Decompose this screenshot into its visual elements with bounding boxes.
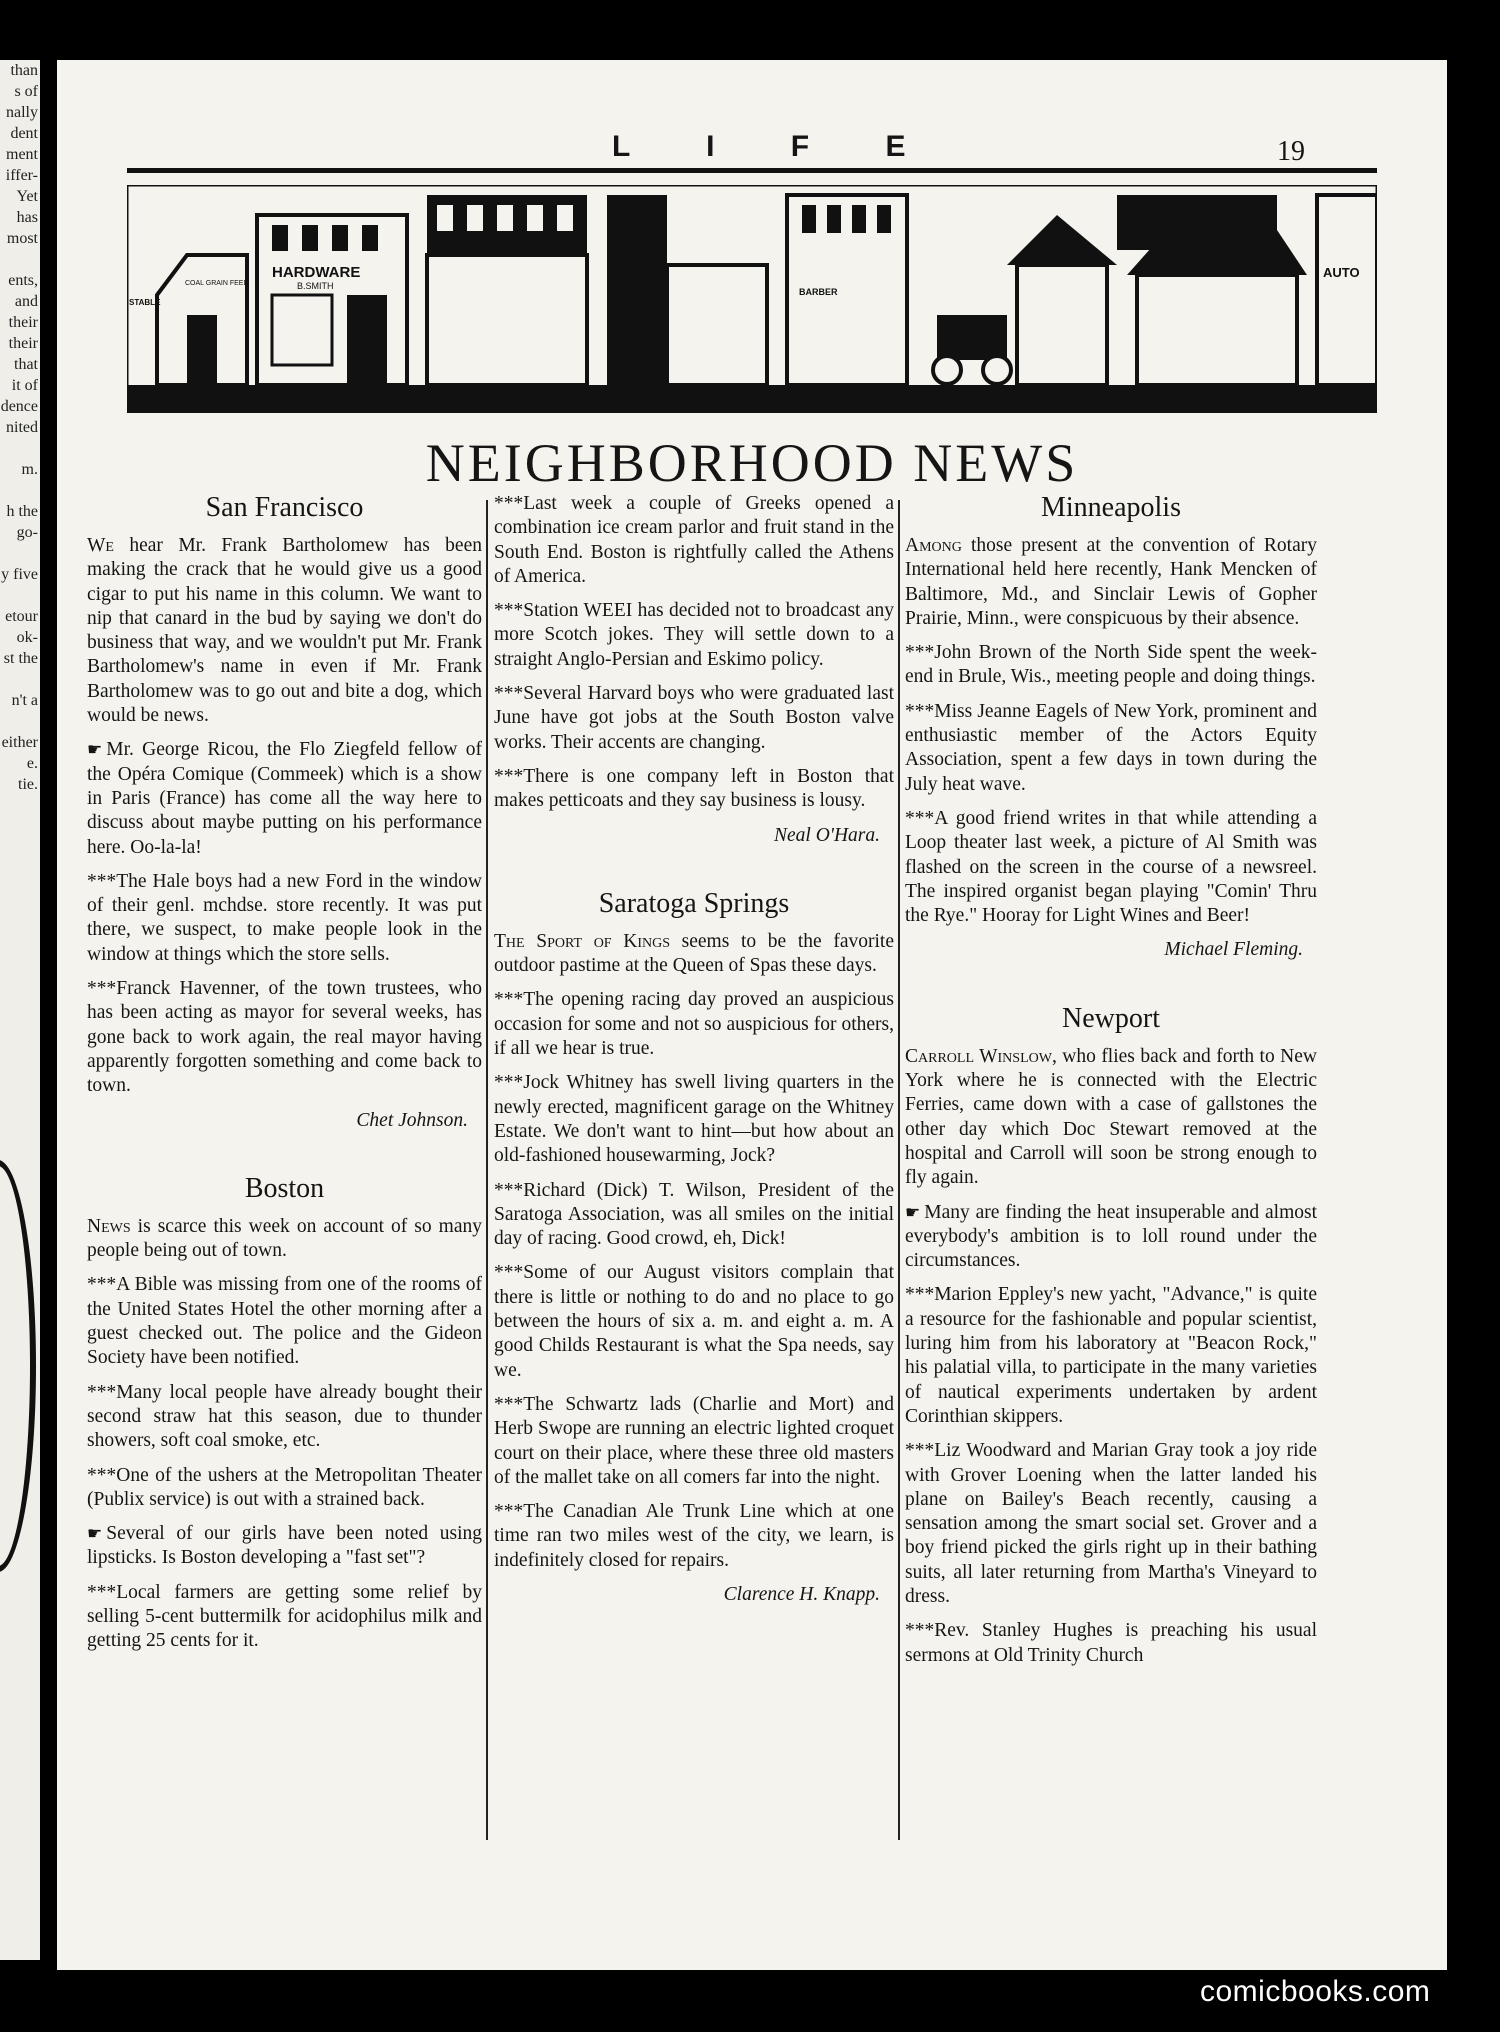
news-item bbox=[87, 1522, 482, 1571]
pointing-hand-icon: ☛ bbox=[87, 740, 103, 760]
news-item bbox=[87, 977, 482, 1098]
news-column-2 bbox=[494, 492, 894, 1892]
pointing-hand-icon: ☛ bbox=[87, 1524, 103, 1544]
item-text: Many are finding the heat insuperable and almost everybody's ambition is to loll round under the circumstances. bbox=[905, 1201, 1317, 1272]
news-section bbox=[905, 1003, 1317, 1668]
adjacent-page-fragment: ment bbox=[6, 146, 38, 163]
news-column-1 bbox=[87, 492, 482, 1892]
adjacent-page-fragment: iffer- bbox=[5, 167, 38, 184]
adjacent-page-fragment: h the bbox=[6, 503, 38, 520]
item-lead-in: Carroll Winslow, bbox=[905, 1045, 1057, 1067]
news-item bbox=[905, 807, 1317, 928]
news-section bbox=[905, 492, 1317, 963]
adjacent-page-fragment: either bbox=[1, 734, 38, 751]
adjacent-page-fragment bbox=[0, 543, 38, 564]
adjacent-page-fragment: dent bbox=[10, 125, 38, 142]
adjacent-page-fragment: e. bbox=[26, 755, 38, 772]
item-text: ***A good friend writes in that while attending a Loop theater last week, a picture of Al Smith was flashed on the screen in the course of a newsreel. The inspired organist began playing "Comin' Thru the Rye." Hooray for Light Wines and Beer! bbox=[905, 807, 1317, 927]
city-heading: Newport bbox=[1062, 1002, 1160, 1034]
news-item bbox=[905, 534, 1317, 631]
adjacent-page-fragment: their bbox=[8, 314, 38, 331]
news-section bbox=[494, 492, 894, 848]
column-divider bbox=[898, 500, 900, 1840]
item-text: Mr. George Ricou, the Flo Ziegfeld fellow of the Opéra Comique (Commeek) which is a show in Paris (France) has come all the way here to discuss about maybe putting on his performance here. Oo-la-la! bbox=[87, 739, 482, 858]
news-item bbox=[87, 1581, 482, 1654]
adjacent-page-fragment: st the bbox=[3, 650, 38, 667]
item-text: Several of our girls have been noted using lipsticks. Is Boston developing a "fast set"? bbox=[87, 1523, 482, 1569]
item-lead-in: News bbox=[87, 1215, 131, 1237]
adjacent-page-fragment: most bbox=[6, 230, 38, 247]
news-item bbox=[905, 1619, 1317, 1668]
news-item bbox=[87, 870, 482, 967]
city-heading: Saratoga Springs bbox=[598, 887, 790, 919]
adjacent-page-fragment: Yet bbox=[16, 188, 38, 205]
news-item bbox=[87, 534, 482, 728]
adjacent-page-fragment bbox=[0, 249, 38, 270]
item-text: ***Last week a couple of Greeks opened a combination ice cream parlor and fruit stand in the South End. Boston is rightfully called the Athens of America. bbox=[494, 493, 894, 587]
news-item bbox=[87, 738, 482, 859]
adjacent-page-fragment: and bbox=[14, 293, 38, 310]
news-item bbox=[87, 1273, 482, 1370]
news-item bbox=[494, 765, 894, 814]
adjacent-page-text bbox=[0, 60, 40, 795]
news-item bbox=[494, 1500, 894, 1573]
item-text: ***Station WEEI has decided not to broadcast any more Scotch jokes. They will settle down to a straight Anglo-Persian and Eskimo policy. bbox=[494, 600, 894, 670]
news-section bbox=[87, 492, 482, 1133]
news-item bbox=[87, 1381, 482, 1454]
item-text: ***Franck Havenner, of the town trustees, who has been acting as mayor for several weeks, has gone back to work again, the real mayor having apparently forgotten something and come back to town. bbox=[87, 978, 482, 1097]
adjacent-page-fragment: that bbox=[14, 356, 38, 373]
news-item bbox=[494, 682, 894, 755]
adjacent-page-fragment bbox=[0, 711, 38, 732]
watermark-text: comicbooks.com bbox=[1200, 1975, 1431, 2008]
item-text: ***The Hale boys had a new Ford in the window of their genl. mchdse. store recently. It was put there, we suspect, to make people look in the window at things which the store sells. bbox=[87, 870, 482, 965]
adjacent-page-fragment: nited bbox=[6, 419, 38, 436]
city-heading: Boston bbox=[244, 1172, 325, 1204]
magazine-page bbox=[57, 60, 1447, 1970]
news-item bbox=[905, 1201, 1317, 1274]
item-text: ***Many local people have already bought their second straw hat this season, due to thunder showers, soft coal smoke, etc. bbox=[87, 1381, 482, 1452]
item-text: ***A Bible was missing from one of the rooms of the United States Hotel the other morning after a guest checked out. The police and the Gideon Society have been notified. bbox=[87, 1274, 482, 1369]
barber-sign: BARBER bbox=[799, 287, 838, 297]
item-text: ***Richard (Dick) T. Wilson, President of the Saratoga Association, was all smiles on the initial day of racing. Good crowd, eh, Dick! bbox=[494, 1179, 894, 1250]
item-text: ***The opening racing day proved an auspicious occasion for some and not so auspicious for others, if all we hear is true. bbox=[494, 989, 894, 1060]
correspondent-signature: Neal O'Hara. bbox=[773, 824, 880, 846]
item-text: ***The Schwartz lads (Charlie and Mort) and Herb Swope are running an electric lighted croquet court on their place, where these three old masters of the mallet take on all comers far into the night. bbox=[494, 1393, 894, 1488]
adjacent-page-fragment: nally bbox=[6, 104, 38, 121]
news-item bbox=[905, 700, 1317, 797]
adjacent-page-fragment: y five bbox=[1, 566, 38, 583]
item-text: ***Some of our August visitors complain that there is little or nothing to do and no place to go between the hours of six a. m. and eight a. m. A good Childs Restaurant is what the Spa needs, say we. bbox=[494, 1262, 894, 1381]
running-head bbox=[57, 130, 1317, 170]
adjacent-page-fragment: their bbox=[8, 335, 38, 352]
item-text: ***John Brown of the North Side spent the week-end in Brule, Wis., meeting people and doing things. bbox=[905, 642, 1317, 688]
feed-store-sign: COAL GRAIN FEED bbox=[185, 280, 249, 287]
city-heading: Minneapolis bbox=[1041, 492, 1181, 523]
item-text: ***Jock Whitney has swell living quarters in the newly erected, magnificent garage on the Whitney Estate. We don't want to hint—but how about an old-fashioned housewarming, Jock? bbox=[494, 1072, 894, 1167]
correspondent-signature: Michael Fleming. bbox=[1164, 939, 1303, 961]
news-item bbox=[494, 988, 894, 1061]
news-item bbox=[905, 1283, 1317, 1429]
adjacent-page-fragment: s of bbox=[14, 83, 38, 100]
correspondent-signature: Clarence H. Knapp. bbox=[723, 1583, 880, 1605]
adjacent-page-fragment: etour bbox=[5, 608, 38, 625]
news-section bbox=[494, 888, 894, 1607]
news-item bbox=[905, 641, 1317, 690]
news-item bbox=[494, 1393, 894, 1490]
adjacent-page-fragment: ents, bbox=[8, 272, 38, 289]
item-lead-in: Among bbox=[905, 535, 962, 556]
item-text: is scarce this week on account of so many people being out of town. bbox=[87, 1215, 482, 1262]
adjacent-page-fragment: has bbox=[16, 209, 38, 226]
hardware-sign: HARDWARE bbox=[272, 264, 361, 281]
item-text: ***Marion Eppley's new yacht, "Advance," is quite a resource for the fashionable and popular scientist, luring him from his laboratory at "Beacon Rock," his palatial villa, to participate in the many varieties of nautical experiments undertaken by ardent Corinthian skippers. bbox=[905, 1284, 1317, 1427]
adjacent-page-fragment bbox=[0, 585, 38, 606]
adjacent-page-fragment: n't a bbox=[11, 692, 38, 709]
town-street-drawing bbox=[127, 185, 1377, 413]
item-text: seems to be the favorite outdoor pastime at the Queen of Spas these days. bbox=[494, 930, 894, 977]
news-item bbox=[494, 1261, 894, 1382]
adjacent-page-swash bbox=[0, 1160, 36, 1572]
news-item bbox=[494, 492, 894, 589]
news-column-3 bbox=[905, 492, 1317, 1892]
news-item bbox=[87, 1464, 482, 1513]
page-number: 19 bbox=[1277, 136, 1305, 167]
correspondent-signature: Chet Johnson. bbox=[356, 1109, 468, 1131]
news-item bbox=[905, 1045, 1317, 1191]
item-text: ***One of the ushers at the Metropolitan Theater (Publix service) is out with a strained back. bbox=[87, 1464, 482, 1510]
news-item bbox=[494, 930, 894, 979]
adjacent-page-fragment: than bbox=[10, 62, 38, 79]
adjacent-page-fragment bbox=[0, 480, 38, 501]
adjacent-page-fragment: m. bbox=[21, 461, 38, 478]
auto-sign: AUTO bbox=[1323, 265, 1360, 280]
adjacent-page-fragment bbox=[0, 438, 38, 459]
item-text: ***Miss Jeanne Eagels of New York, prominent and enthusiastic member of the Actors Equity Association, spent a few days in town during the July heat wave. bbox=[905, 700, 1317, 795]
masthead: L I F E bbox=[612, 130, 940, 163]
news-item bbox=[905, 1439, 1317, 1609]
pointing-hand-icon: ☛ bbox=[905, 1202, 921, 1222]
city-heading: San Francisco bbox=[205, 492, 364, 523]
news-item bbox=[87, 1215, 482, 1264]
adjacent-page-edge bbox=[0, 60, 40, 1960]
street-illustration bbox=[127, 185, 1377, 413]
stable-sign: STABLE bbox=[129, 298, 161, 307]
adjacent-page-fragment: tie. bbox=[18, 776, 38, 793]
item-text: hear Mr. Frank Bartholomew has been making the crack that he would give us a good cigar to put his name in this column. We want to nip that canard in the bud by saying we don't do business that way, and we wouldn't put Mr. Frank Bartholomew's name in even if Mr. Frank Bartholomew was to go out and bite a dog, which would be news. bbox=[87, 535, 482, 727]
page-title: NEIGHBORHOOD NEWS bbox=[425, 433, 1079, 493]
news-section bbox=[87, 1173, 482, 1654]
item-text: those present at the convention of Rotary International held here recently, Hank Mencken of Baltimore, Md., and Sinclair Lewis of Gopher Prairie, Minn., were conspicuous by their absence. bbox=[905, 535, 1317, 629]
adjacent-page-fragment: go- bbox=[16, 524, 38, 541]
item-text: ***There is one company left in Boston that makes petticoats and they say business is lousy. bbox=[494, 765, 894, 812]
item-text: ***Rev. Stanley Hughes is preaching his usual sermons at Old Trinity Church bbox=[905, 1620, 1317, 1666]
adjacent-page-fragment bbox=[0, 669, 38, 690]
adjacent-page-fragment: it of bbox=[11, 377, 38, 394]
news-item bbox=[494, 1071, 894, 1168]
column-divider bbox=[486, 500, 488, 1840]
news-item bbox=[494, 1179, 894, 1252]
news-item bbox=[494, 599, 894, 672]
adjacent-page-fragment: dence bbox=[0, 398, 38, 415]
header-rule bbox=[127, 168, 1377, 173]
smith-sign: B.SMITH bbox=[297, 281, 334, 291]
item-text: ***Local farmers are getting some relief by selling 5-cent buttermilk for acidophilus milk and getting 25 cents for it. bbox=[87, 1581, 482, 1652]
item-lead-in: The Sport of Kings bbox=[494, 930, 670, 952]
item-text: who flies back and forth to New York where he is connected with the Electric Ferries, came down with a case of gallstones the other day which Doc Stewart removed at the hospital and Carroll will soon be strong enough to fly again. bbox=[905, 1045, 1317, 1189]
item-text: ***The Canadian Ale Trunk Line which at one time ran two miles west of the city, we learn, is indefinitely closed for repairs. bbox=[494, 1501, 894, 1571]
adjacent-page-fragment: ok- bbox=[16, 629, 38, 646]
item-lead-in: We bbox=[87, 535, 114, 556]
item-text: ***Several Harvard boys who were graduated last June have got jobs at the South Boston valve works. Their accents are changing. bbox=[494, 683, 894, 753]
item-text: ***Liz Woodward and Marian Gray took a joy ride with Grover Loening when the latter landed his plane on Bailey's Beach recently, causing a sensation among the smart social set. Grover and a boy friend picked the girls right up in their bathing suits, all later returning from Martha's Vineyard to dress. bbox=[905, 1440, 1317, 1607]
